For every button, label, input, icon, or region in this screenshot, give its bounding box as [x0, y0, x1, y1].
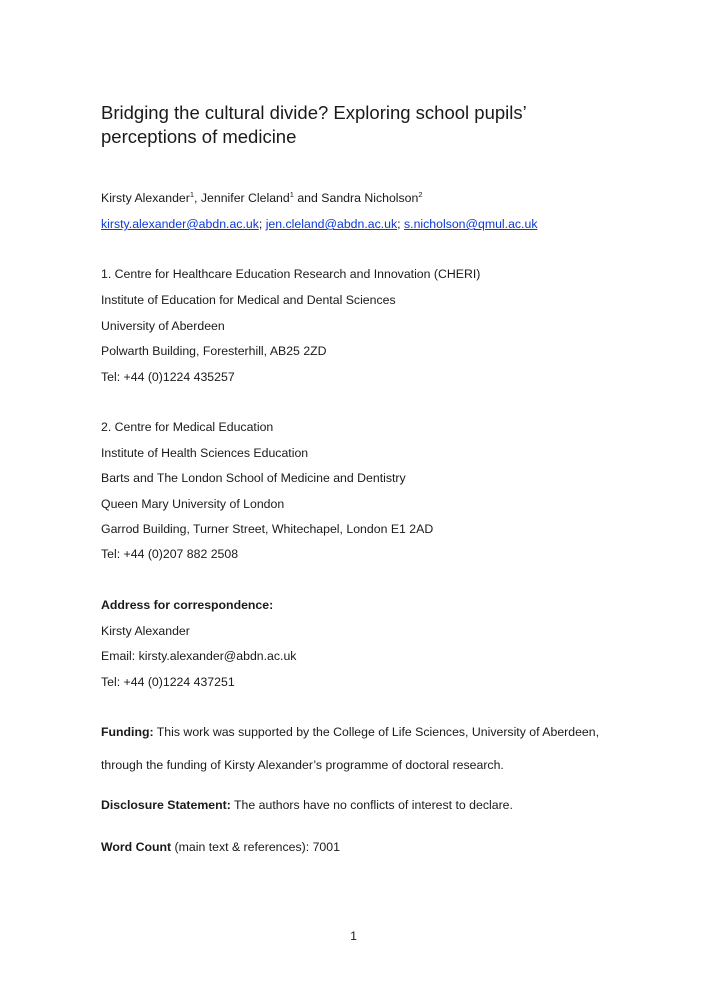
affiliation1-line: Tel: +44 (0)1224 435257 [101, 370, 235, 384]
affiliation2-line: Barts and The London School of Medicine and Dentistry [101, 471, 406, 485]
email-separator: ; [397, 217, 404, 231]
correspondence-heading-text: Address for correspondence: [101, 598, 274, 612]
author-name: Jennifer Cleland [200, 191, 290, 205]
affiliation-marker: 1 [189, 190, 195, 199]
correspondence-line: Kirsty Alexander [101, 624, 190, 638]
disclosure-text: The authors have no conflicts of interest to declare. [230, 798, 513, 812]
word-count [101, 839, 340, 855]
page-number: 1 [350, 929, 357, 943]
affiliation-marker: 1 [289, 190, 294, 199]
disclosure-label: Disclosure Statement: [101, 798, 231, 812]
author-separator: , [194, 191, 201, 205]
affiliation2-line: Institute of Health Sciences Education [101, 446, 309, 460]
funding-text: This work was supported by the College of Life Sciences, University of Aberdeen, [153, 725, 600, 739]
disclosure-statement [101, 797, 513, 813]
email-link[interactable]: jen.cleland@abdn.ac.uk [265, 217, 398, 231]
email-link[interactable]: kirsty.alexander@abdn.ac.uk [101, 217, 259, 231]
email-line [101, 216, 537, 232]
affiliation1-line: Institute of Education for Medical and Dental Sciences [101, 293, 396, 307]
funding-statement-continued: through the funding of Kirsty Alexander’s programme of doctoral research. [101, 758, 504, 772]
correspondence-line: Tel: +44 (0)1224 437251 [101, 675, 235, 689]
funding-label: Funding: [101, 725, 154, 739]
author-name: Sandra Nicholson [321, 191, 419, 205]
affiliation-marker: 2 [418, 190, 423, 199]
word-count-label: Word Count [101, 840, 172, 854]
paper-title: Bridging the cultural divide? Exploring school pupils’ perceptions of medicine [101, 102, 527, 147]
correspondence-line: Email: kirsty.alexander@abdn.ac.uk [101, 649, 297, 663]
affiliation2-line: Tel: +44 (0)207 882 2508 [101, 547, 239, 561]
affiliation2-line: Queen Mary University of London [101, 497, 285, 511]
author-separator: and [293, 191, 322, 205]
email-link[interactable]: s.nicholson@qmul.ac.uk [404, 217, 538, 231]
affiliation1-line: University of Aberdeen [101, 319, 225, 333]
affiliation2-line: 2. Centre for Medical Education [101, 420, 274, 434]
author-line [101, 190, 423, 206]
affiliation1-line: Polwarth Building, Foresterhill, AB25 2ZD [101, 344, 327, 358]
email-separator: ; [258, 217, 266, 231]
author-name: Kirsty Alexander [101, 191, 190, 205]
correspondence-heading [101, 597, 273, 613]
funding-statement [101, 724, 599, 740]
affiliation1-line: 1. Centre for Healthcare Education Research and Innovation (CHERI) [101, 267, 481, 281]
word-count-text: (main text & references): 7001 [171, 840, 340, 854]
affiliation2-line: Garrod Building, Turner Street, Whitechapel, London E1 2AD [101, 522, 434, 536]
